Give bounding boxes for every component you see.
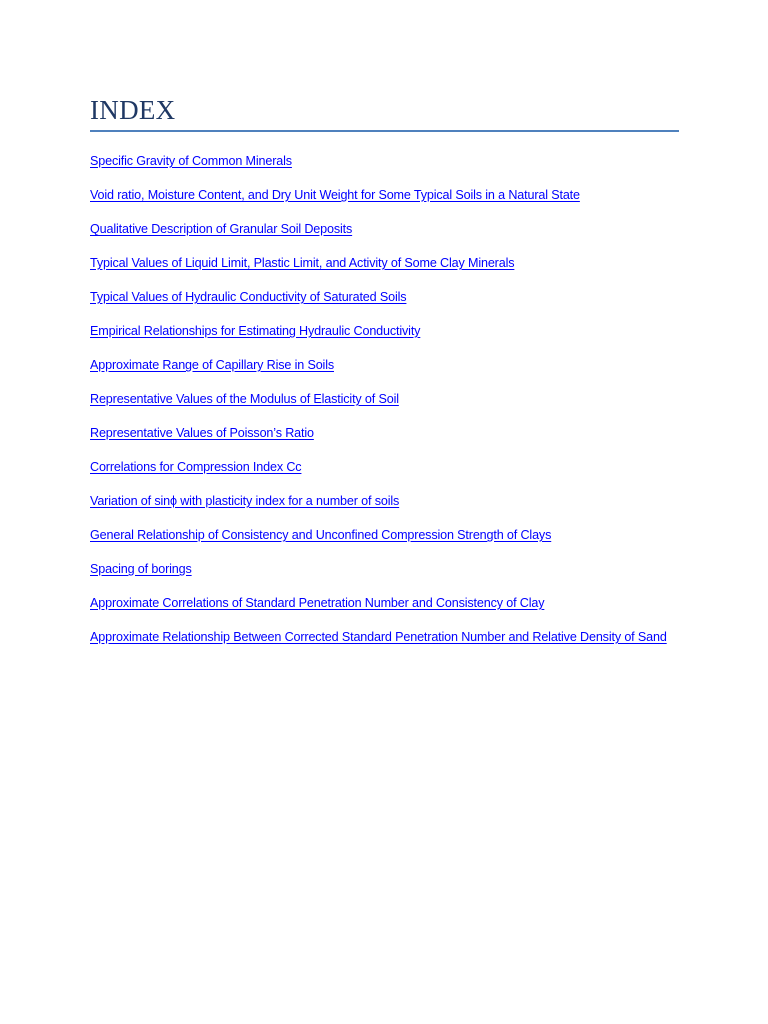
index-entry (90, 355, 680, 375)
index-link-spt-relative-density[interactable]: Approximate Relationship Between Corrected Standard Penetration Number and Relative Density of Sand (90, 630, 667, 644)
index-entry (90, 151, 680, 171)
heading-underline (90, 130, 679, 132)
index-link-poissons-ratio[interactable]: Representative Values of Poisson’s Ratio (90, 426, 314, 440)
index-heading: INDEX (90, 95, 176, 125)
index-link-hydraulic-conductivity[interactable]: Typical Values of Hydraulic Conductivity of Saturated Soils (90, 290, 407, 304)
index-entry (90, 389, 680, 409)
index-entry (90, 253, 680, 273)
index-link-void-ratio[interactable]: Void ratio, Moisture Content, and Dry Unit Weight for Some Typical Soils in a Natural State (90, 188, 580, 202)
index-link-variation-sin[interactable]: Variation of sinϕ with plasticity index for a number of soils (90, 494, 400, 508)
index-entry (90, 321, 680, 341)
index-link-liquid-limit[interactable]: Typical Values of Liquid Limit, Plastic Limit, and Activity of Some Clay Minerals (90, 256, 515, 270)
index-entry (90, 525, 680, 545)
index-entry (90, 423, 680, 443)
index-link-spacing-borings[interactable]: Spacing of borings (90, 562, 192, 576)
index-entry (90, 185, 680, 205)
index-entry (90, 627, 680, 647)
index-link-empirical-relationships[interactable]: Empirical Relationships for Estimating Hydraulic Conductivity (90, 324, 421, 338)
index-link-granular-soil[interactable]: Qualitative Description of Granular Soil Deposits (90, 222, 353, 236)
index-entry (90, 559, 680, 579)
index-list (90, 151, 680, 661)
index-entry (90, 219, 680, 239)
index-link-capillary-rise[interactable]: Approximate Range of Capillary Rise in Soils (90, 358, 334, 372)
index-link-modulus-elasticity[interactable]: Representative Values of the Modulus of Elasticity of Soil (90, 392, 399, 406)
index-entry (90, 491, 680, 511)
index-link-spt-consistency-clay[interactable]: Approximate Correlations of Standard Penetration Number and Consistency of Clay (90, 596, 545, 610)
index-link-specific-gravity[interactable]: Specific Gravity of Common Minerals (90, 154, 292, 168)
index-entry (90, 457, 680, 477)
index-entry (90, 287, 680, 307)
index-link-compression-index[interactable]: Correlations for Compression Index Cc (90, 460, 302, 474)
index-link-consistency-unconfined[interactable]: General Relationship of Consistency and Unconfined Compression Strength of Clays (90, 528, 552, 542)
index-entry (90, 593, 680, 613)
